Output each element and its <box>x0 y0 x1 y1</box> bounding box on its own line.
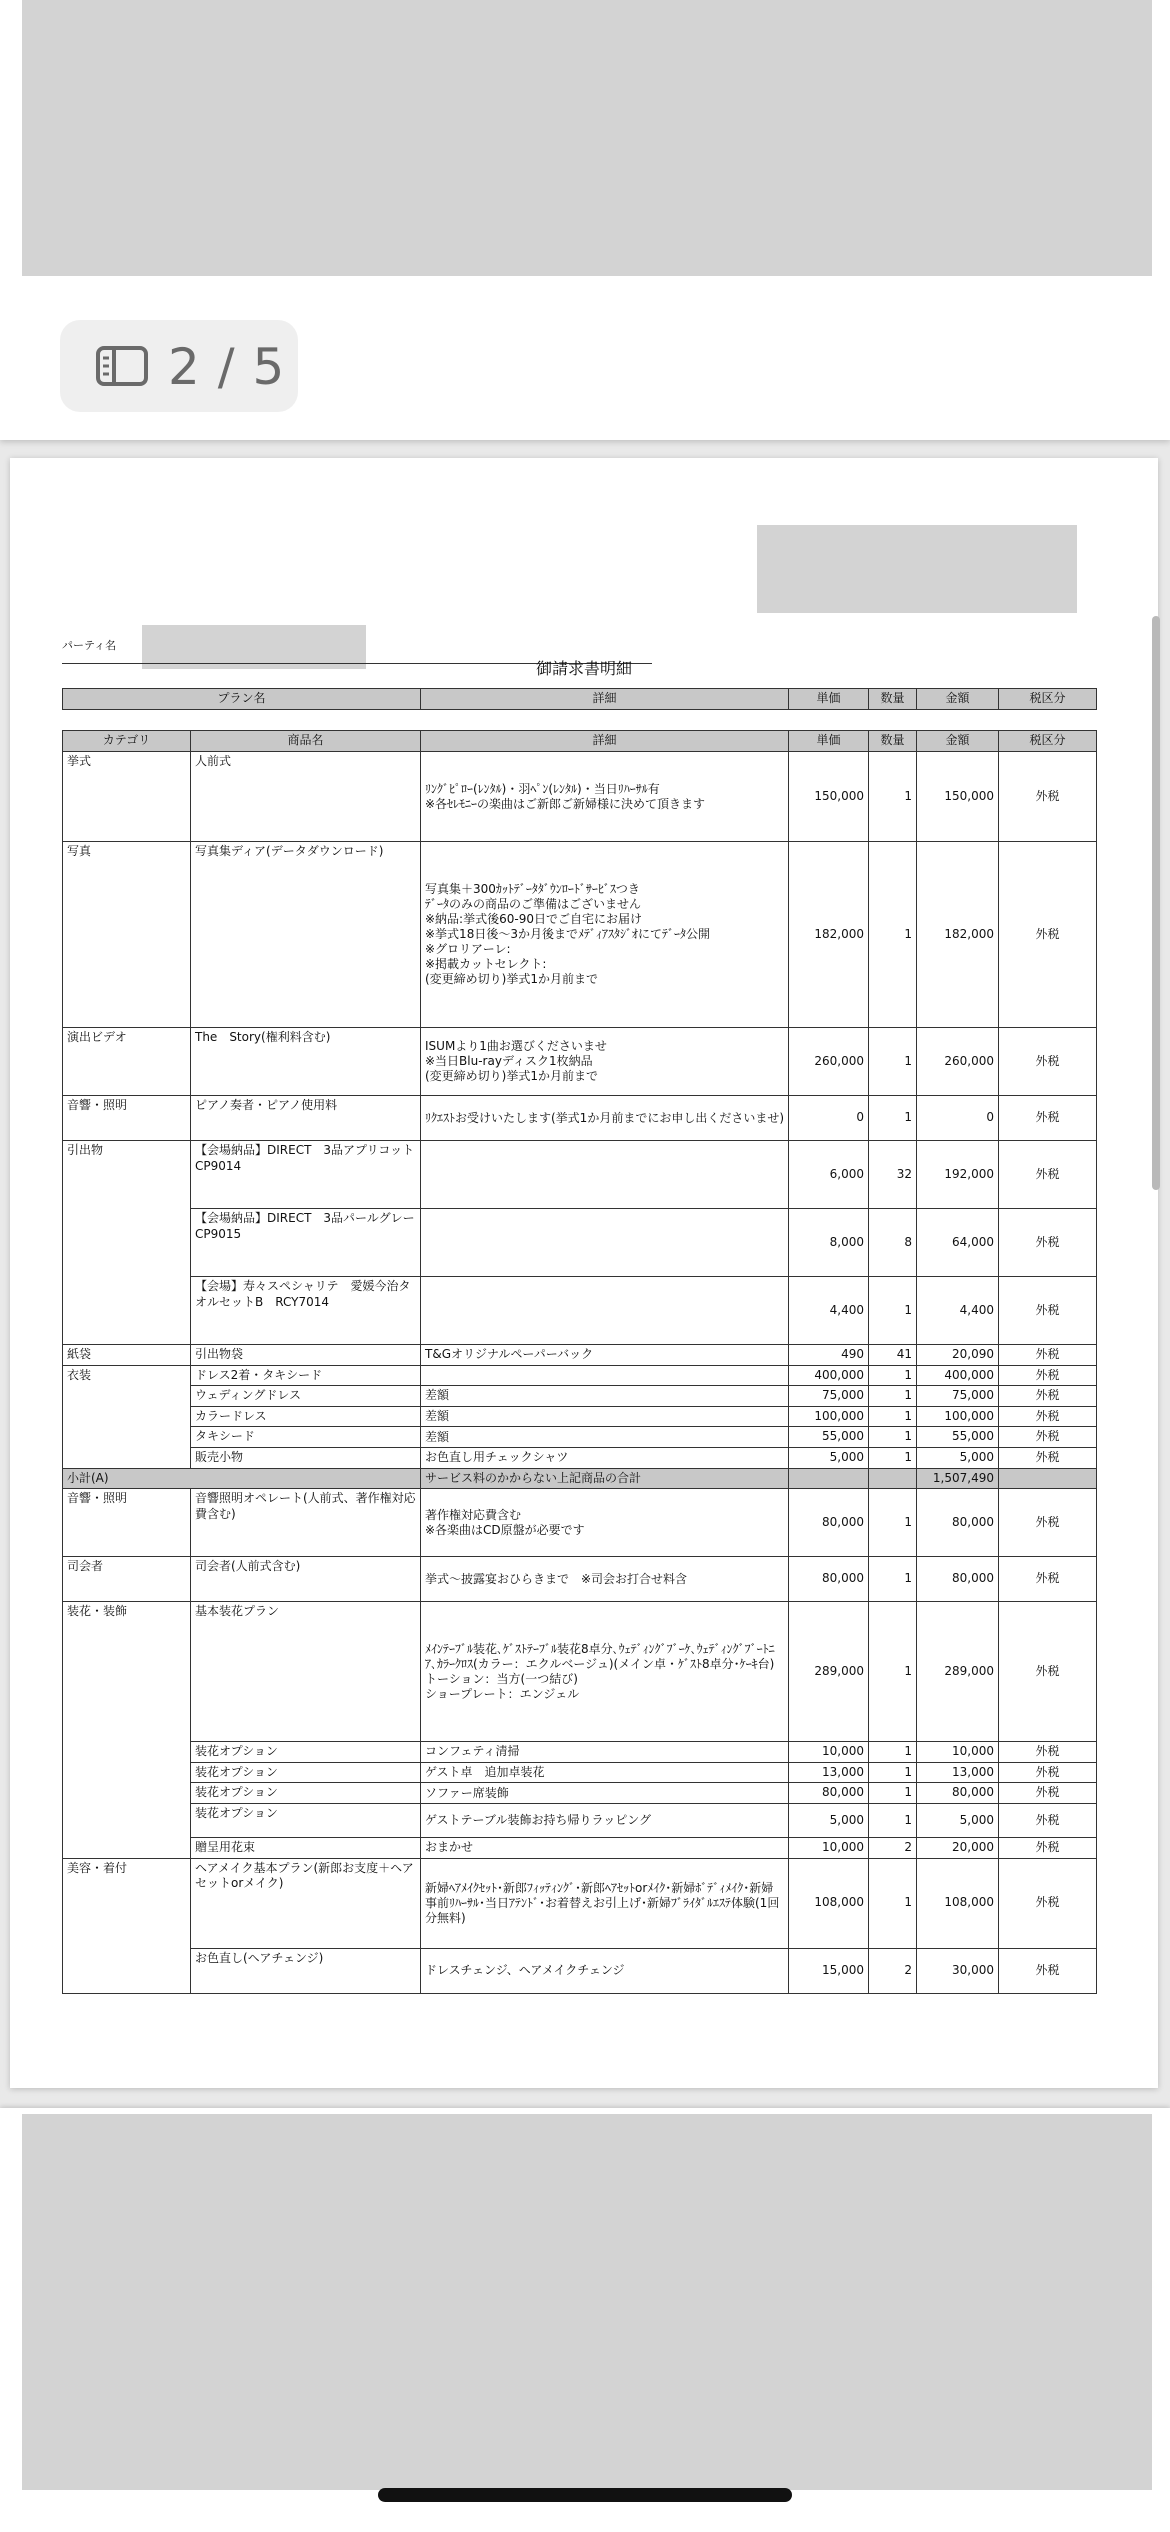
item-cell: ドレス2着・タキシード <box>191 1365 421 1386</box>
price-cell: 5,000 <box>789 1447 869 1468</box>
category-cell: 引出物 <box>63 1141 191 1209</box>
subtotal-detail: サービス料のかからない上記商品の合計 <box>421 1468 789 1489</box>
redacted-area <box>757 525 1077 613</box>
qty-cell: 1 <box>869 752 917 842</box>
category-cell: 写真 <box>63 842 191 1028</box>
table-row <box>63 1557 1097 1602</box>
tax-cell: 外税 <box>999 1602 1097 1742</box>
tax-cell: 外税 <box>999 1277 1097 1345</box>
table-row <box>63 1447 1097 1468</box>
item-cell: 人前式 <box>191 752 421 842</box>
table-row <box>63 1345 1097 1366</box>
detail-cell: 差額 <box>421 1406 789 1427</box>
price-cell: 5,000 <box>789 1803 869 1837</box>
price-cell: 80,000 <box>789 1489 869 1557</box>
detail-cell <box>421 1365 789 1386</box>
column-header-row <box>63 731 1097 752</box>
item-cell: 【会場納品】DIRECT 3品アプリコットCP9014 <box>191 1141 421 1209</box>
category-cell: 演出ビデオ <box>63 1028 191 1096</box>
amount-cell: 20,090 <box>917 1345 999 1366</box>
price-cell: 150,000 <box>789 752 869 842</box>
amount-cell: 260,000 <box>917 1028 999 1096</box>
subtotal-row <box>63 1468 1097 1489</box>
qty-cell: 1 <box>869 1096 917 1141</box>
detail-cell <box>421 1209 789 1277</box>
item-cell: お色直し(ヘアチェンジ) <box>191 1948 421 1993</box>
tax-cell: 外税 <box>999 1386 1097 1407</box>
amount-cell: 192,000 <box>917 1141 999 1209</box>
redacted-area <box>22 0 1152 276</box>
amount-cell: 150,000 <box>917 752 999 842</box>
item-cell: 引出物袋 <box>191 1345 421 1366</box>
table-row <box>63 1762 1097 1783</box>
category-cell: 装花・装飾 <box>63 1602 191 1742</box>
amount-header: 金額 <box>917 689 999 710</box>
price-cell: 260,000 <box>789 1028 869 1096</box>
detail-cell: T&Gオリジナルペーパーバック <box>421 1345 789 1366</box>
amount-cell: 182,000 <box>917 842 999 1028</box>
category-cell <box>63 1948 191 1993</box>
detail-header: 詳細 <box>421 731 789 752</box>
item-cell: 【会場納品】DIRECT 3品パールグレーCP9015 <box>191 1209 421 1277</box>
qty-cell: 32 <box>869 1141 917 1209</box>
detail-cell: ゲスト卓 追加卓装花 <box>421 1762 789 1783</box>
amount-cell: 10,000 <box>917 1742 999 1763</box>
empty-cell <box>789 1468 869 1489</box>
item-cell: 装花オプション <box>191 1783 421 1804</box>
detail-cell: おまかせ <box>421 1837 789 1858</box>
price-cell: 289,000 <box>789 1602 869 1742</box>
amount-cell: 20,000 <box>917 1837 999 1858</box>
table-row <box>63 1783 1097 1804</box>
tax-cell: 外税 <box>999 1489 1097 1557</box>
amount-cell: 5,000 <box>917 1447 999 1468</box>
item-cell: タキシード <box>191 1427 421 1448</box>
item-cell: カラードレス <box>191 1406 421 1427</box>
qty-cell: 41 <box>869 1345 917 1366</box>
detail-cell: ゲストテーブル装飾お持ち帰りラッピング <box>421 1803 789 1837</box>
table-row <box>63 1427 1097 1448</box>
tax-cell: 外税 <box>999 1141 1097 1209</box>
amount-cell: 289,000 <box>917 1602 999 1742</box>
detail-cell <box>421 1277 789 1345</box>
item-header: 商品名 <box>191 731 421 752</box>
qty-cell: 1 <box>869 1406 917 1427</box>
tax-cell: 外税 <box>999 1783 1097 1804</box>
qty-cell: 1 <box>869 1489 917 1557</box>
tax-cell: 外税 <box>999 1858 1097 1948</box>
qty-cell: 1 <box>869 1602 917 1742</box>
category-cell: 司会者 <box>63 1557 191 1602</box>
amount-cell: 108,000 <box>917 1858 999 1948</box>
table-row <box>63 1096 1097 1141</box>
qty-cell: 1 <box>869 1742 917 1763</box>
qty-cell: 1 <box>869 1447 917 1468</box>
tax-cell: 外税 <box>999 1557 1097 1602</box>
amount-cell: 80,000 <box>917 1783 999 1804</box>
detail-cell: ISUMより1曲お選びくださいませ ※当日Blu-rayディスク1枚納品 (変更締め切り)挙式1か月前まで <box>421 1028 789 1096</box>
price-cell: 13,000 <box>789 1762 869 1783</box>
detail-cell: ﾘｸｴｽﾄお受けいたします(挙式1か月前までにお申し出くださいませ) <box>421 1096 789 1141</box>
detail-cell: 新婦ﾍｱﾒｲｸｾｯﾄ･新郎ﾌｨｯﾃｨﾝｸﾞ･新郎ﾍｱｾｯﾄorﾒｲｸ･新婦ﾎﾞﾃﾞｨﾒｲｸ･新婦事前ﾘﾊｰｻﾙ･当日ｱﾃﾝﾄﾞ･お着替えお引上げ･新婦ﾌﾞﾗｲﾀﾞﾙｴｽﾃ体験(1回分無料) <box>421 1858 789 1948</box>
home-indicator[interactable] <box>378 2488 792 2502</box>
page-indicator-label: 2 / 5 <box>168 338 286 396</box>
category-cell: 衣装 <box>63 1365 191 1386</box>
sidebar-pages-icon <box>96 346 148 386</box>
detail-cell: お色直し用チェックシャツ <box>421 1447 789 1468</box>
category-cell: 紙袋 <box>63 1345 191 1366</box>
party-name-label: パーティ名 <box>62 639 117 652</box>
qty-cell: 1 <box>869 1365 917 1386</box>
qty-cell: 1 <box>869 1803 917 1837</box>
item-cell: 司会者(人前式含む) <box>191 1557 421 1602</box>
table-row <box>63 1406 1097 1427</box>
qty-cell: 2 <box>869 1837 917 1858</box>
empty-cell <box>869 1468 917 1489</box>
tax-header: 税区分 <box>999 689 1097 710</box>
item-cell: ウェディングドレス <box>191 1386 421 1407</box>
amount-cell: 55,000 <box>917 1427 999 1448</box>
invoice-detail-table <box>62 730 1097 1994</box>
amount-cell: 80,000 <box>917 1557 999 1602</box>
price-cell: 0 <box>789 1096 869 1141</box>
empty-cell <box>999 1468 1097 1489</box>
tax-cell: 外税 <box>999 1742 1097 1763</box>
subtotal-label: 小計(A) <box>63 1468 421 1489</box>
table-row <box>63 842 1097 1028</box>
detail-cell: ドレスチェンジ、ヘアメイクチェンジ <box>421 1948 789 1993</box>
detail-header: 詳細 <box>421 689 789 710</box>
scrollbar[interactable] <box>1152 616 1160 1190</box>
tax-cell: 外税 <box>999 1948 1097 1993</box>
item-cell: 写真集ディア(データダウンロード) <box>191 842 421 1028</box>
price-cell: 8,000 <box>789 1209 869 1277</box>
detail-cell: 挙式～披露宴おひらきまで ※司会お打合せ料含 <box>421 1557 789 1602</box>
price-cell: 108,000 <box>789 1858 869 1948</box>
next-page <box>0 2108 1170 2532</box>
category-cell <box>63 1742 191 1763</box>
table-row <box>63 752 1097 842</box>
item-cell: ヘアメイク基本プラン(新郎お支度＋ヘアセットorメイク) <box>191 1858 421 1948</box>
previous-page <box>0 0 1170 440</box>
detail-cell: 差額 <box>421 1386 789 1407</box>
amount-cell: 75,000 <box>917 1386 999 1407</box>
subtotal-amount: 1,507,490 <box>917 1468 999 1489</box>
category-cell <box>63 1447 191 1468</box>
item-cell: 装花オプション <box>191 1762 421 1783</box>
qty-cell: 1 <box>869 1427 917 1448</box>
table-row <box>63 1386 1097 1407</box>
amount-cell: 64,000 <box>917 1209 999 1277</box>
qty-cell: 1 <box>869 842 917 1028</box>
qty-cell: 1 <box>869 1783 917 1804</box>
tax-cell: 外税 <box>999 1837 1097 1858</box>
price-cell: 10,000 <box>789 1837 869 1858</box>
detail-cell: ﾘﾝｸﾞﾋﾟﾛｰ(ﾚﾝﾀﾙ)・羽ﾍﾟﾝ(ﾚﾝﾀﾙ)・当日ﾘﾊｰｻﾙ有 ※各ｾﾚﾓﾆｰの楽曲はご新郎ご新婦様に決めて頂きます <box>421 752 789 842</box>
table-row <box>63 1028 1097 1096</box>
price-header: 単価 <box>789 731 869 752</box>
category-cell: 音響・照明 <box>63 1096 191 1141</box>
category-cell: 音響・照明 <box>63 1489 191 1557</box>
document-title: 御請求書明細 <box>535 659 632 678</box>
price-header: 単価 <box>789 689 869 710</box>
category-cell <box>63 1277 191 1345</box>
amount-cell: 100,000 <box>917 1406 999 1427</box>
plan-name-header: プラン名 <box>63 689 421 710</box>
price-cell: 6,000 <box>789 1141 869 1209</box>
detail-cell: ﾒｲﾝﾃｰﾌﾞﾙ装花､ｹﾞｽﾄﾃｰﾌﾞﾙ装花8卓分､ｳｪﾃﾞｨﾝｸﾞﾌﾞｰｹ､ｳｪﾃﾞｨﾝｸﾞﾌﾞｰﾄﾆｱ､ｶﾗｰｸﾛｽ(カラー：エクルベージュ)(メイン卓・ｹﾞｽﾄ8卓分･ｹｰｷ台) トーション：当方(一つ結び) ショープレート：エンジェル <box>421 1602 789 1742</box>
category-cell <box>63 1762 191 1783</box>
detail-cell <box>421 1141 789 1209</box>
detail-cell: ソファー席装飾 <box>421 1783 789 1804</box>
category-cell <box>63 1427 191 1448</box>
table-row <box>63 1602 1097 1742</box>
qty-cell: 1 <box>869 1858 917 1948</box>
tax-cell: 外税 <box>999 1096 1097 1141</box>
tax-cell: 外税 <box>999 1028 1097 1096</box>
amount-cell: 5,000 <box>917 1803 999 1837</box>
tax-cell: 外税 <box>999 842 1097 1028</box>
table-row <box>63 1742 1097 1763</box>
item-cell: 装花オプション <box>191 1742 421 1763</box>
category-header: カテゴリ <box>63 731 191 752</box>
table-row <box>63 1837 1097 1858</box>
table-row <box>63 1948 1097 1993</box>
qty-cell: 2 <box>869 1948 917 1993</box>
item-cell: ピアノ奏者・ピアノ使用料 <box>191 1096 421 1141</box>
table-row <box>63 1803 1097 1837</box>
item-cell: 販売小物 <box>191 1447 421 1468</box>
price-cell: 55,000 <box>789 1427 869 1448</box>
item-cell: 装花オプション <box>191 1803 421 1837</box>
plan-header-table <box>62 688 1097 710</box>
table-row <box>63 1365 1097 1386</box>
tax-cell: 外税 <box>999 752 1097 842</box>
table-row <box>63 1209 1097 1277</box>
amount-cell: 80,000 <box>917 1489 999 1557</box>
amount-cell: 30,000 <box>917 1948 999 1993</box>
page-indicator-button[interactable] <box>60 320 298 412</box>
detail-cell: 差額 <box>421 1427 789 1448</box>
tax-cell: 外税 <box>999 1345 1097 1366</box>
qty-header: 数量 <box>869 731 917 752</box>
price-cell: 100,000 <box>789 1406 869 1427</box>
price-cell: 400,000 <box>789 1365 869 1386</box>
tax-header: 税区分 <box>999 731 1097 752</box>
table-row <box>63 1277 1097 1345</box>
qty-cell: 1 <box>869 1028 917 1096</box>
table-row <box>63 1489 1097 1557</box>
amount-cell: 4,400 <box>917 1277 999 1345</box>
item-cell: 【会場】寿々スペシャリテ 愛媛今治タオルセットB RCY7014 <box>191 1277 421 1345</box>
price-cell: 4,400 <box>789 1277 869 1345</box>
category-cell <box>63 1783 191 1804</box>
amount-header: 金額 <box>917 731 999 752</box>
detail-cell: 写真集＋300ｶｯﾄﾃﾞｰﾀﾀﾞｳﾝﾛｰﾄﾞｻｰﾋﾞｽつき ﾃﾞｰﾀのみの商品のご準備はございません ※納品:挙式後60-90日でご自宅にお届け ※挙式18日後～3か月後までﾒﾃﾞｨｱｽﾀｼﾞｵにてﾃﾞｰﾀ公開 ※グロリアーレ: ※掲載カットセレクト: (変更締め切り)挙式1か月前まで <box>421 842 789 1028</box>
redacted-area <box>22 2114 1152 2490</box>
tax-cell: 外税 <box>999 1447 1097 1468</box>
table-row <box>63 1141 1097 1209</box>
table-row <box>63 1858 1097 1948</box>
category-cell <box>63 1406 191 1427</box>
tax-cell: 外税 <box>999 1762 1097 1783</box>
document-page <box>10 458 1158 2088</box>
tax-cell: 外税 <box>999 1406 1097 1427</box>
qty-cell: 1 <box>869 1277 917 1345</box>
amount-cell: 0 <box>917 1096 999 1141</box>
category-cell <box>63 1386 191 1407</box>
item-cell: 音響照明オペレート(人前式、著作権対応費含む) <box>191 1489 421 1557</box>
price-cell: 80,000 <box>789 1557 869 1602</box>
price-cell: 15,000 <box>789 1948 869 1993</box>
item-cell: The Story(権利料含む) <box>191 1028 421 1096</box>
qty-cell: 1 <box>869 1386 917 1407</box>
qty-cell: 1 <box>869 1557 917 1602</box>
category-cell: 美容・着付 <box>63 1858 191 1948</box>
tax-cell: 外税 <box>999 1803 1097 1837</box>
item-cell: 基本装花プラン <box>191 1602 421 1742</box>
category-cell: 挙式 <box>63 752 191 842</box>
item-cell: 贈呈用花束 <box>191 1837 421 1858</box>
detail-cell: コンフェティ清掃 <box>421 1742 789 1763</box>
category-cell <box>63 1837 191 1858</box>
detail-cell: 著作権対応費含む ※各楽曲はCD原盤が必要です <box>421 1489 789 1557</box>
price-cell: 490 <box>789 1345 869 1366</box>
price-cell: 80,000 <box>789 1783 869 1804</box>
category-cell <box>63 1803 191 1837</box>
price-cell: 75,000 <box>789 1386 869 1407</box>
qty-header: 数量 <box>869 689 917 710</box>
tax-cell: 外税 <box>999 1427 1097 1448</box>
amount-cell: 400,000 <box>917 1365 999 1386</box>
tax-cell: 外税 <box>999 1209 1097 1277</box>
category-cell <box>63 1209 191 1277</box>
qty-cell: 1 <box>869 1762 917 1783</box>
qty-cell: 8 <box>869 1209 917 1277</box>
tax-cell: 外税 <box>999 1365 1097 1386</box>
amount-cell: 13,000 <box>917 1762 999 1783</box>
price-cell: 10,000 <box>789 1742 869 1763</box>
price-cell: 182,000 <box>789 842 869 1028</box>
